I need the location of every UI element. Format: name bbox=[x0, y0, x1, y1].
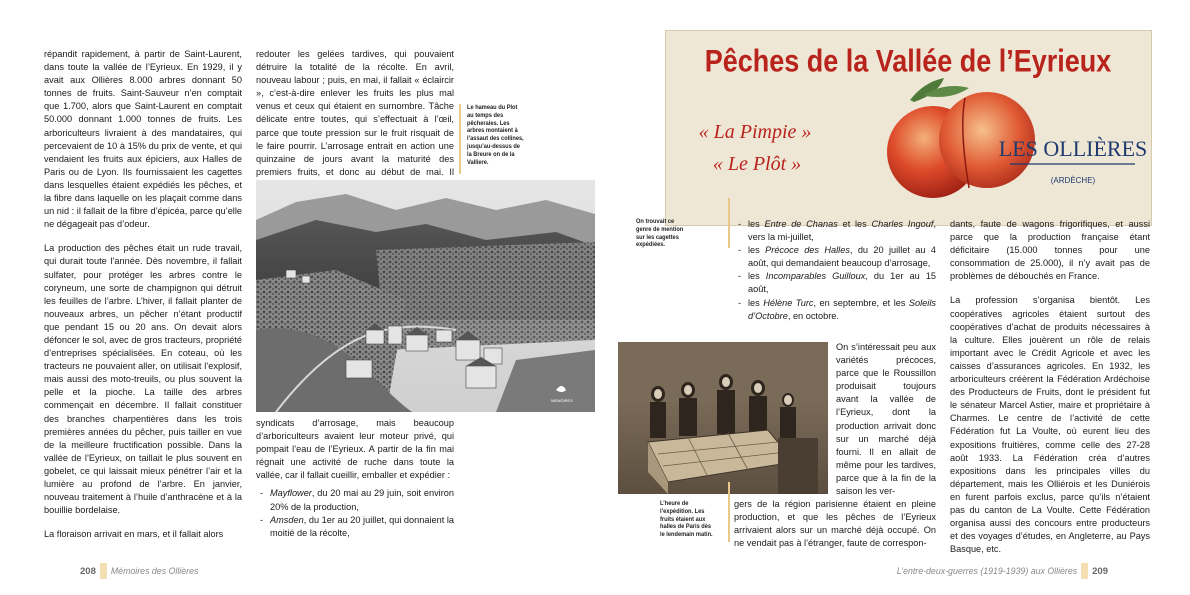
variety-detail: , vers la mi-juillet, bbox=[748, 219, 936, 243]
list-item bbox=[734, 270, 936, 296]
right-column-mid-wide bbox=[734, 498, 936, 550]
caption-label: On trouvait ce genre de mention sur les cagettes expédiées. bbox=[636, 218, 684, 249]
variety-name: Entre de Chanas bbox=[764, 219, 838, 229]
paragraph: La profession s’organisa bientôt. Les coopératives agricoles étaient surtout des coopératives d’achat de produits nécessaires à la culture. Elles jouèrent un rôle de relais important avec le Crédit Agricole et avec les caisses d’assurances agricoles. En 1932, les arboriculteurs créèrent la Fédération Ardéchoise des Producteurs de Fruits, dont le président fut le sénateur Marcel Astier, maire et propriétaire à Charmes. Le centre de l’activité de cette Fédération fut La Voulte, où eurent lieu des expositions fruitières, comme celle des 27-28 août 1933. La Fédération créa d’autres expositions dans les principales villes du département, mais les Olliérois et les Duniérois en furent parfois exclus, parce qu’ils n’étaient pas du canton de La Voulte. Cette Fédération organisa aussi des concours entre producteurs et des voyages d’études, en Angleterre, au Pays Basque, etc. bbox=[950, 295, 1150, 555]
folio-right bbox=[897, 563, 1108, 579]
peach-label-graphic bbox=[665, 30, 1152, 226]
variety-name: Charles Ingouf bbox=[871, 219, 934, 229]
page-number: 208 bbox=[80, 566, 96, 577]
list-prefix: les bbox=[748, 245, 766, 256]
paragraph: syndicats d’arrosage, mais beaucoup d’arboriculteurs avaient leur moteur privé, qui pompait l’eau de l’Eyrieux. A partir de la fin mai régnait une activité de ruche dans toute la vallée, car il fallait cueillir, emballer et expédier : bbox=[256, 418, 454, 481]
list-prefix: les bbox=[748, 271, 766, 282]
right-column-3 bbox=[950, 218, 1150, 567]
paragraph: On s’intéressait peu aux variétés précoces, parce que le Roussillon produisait toujours avant la vallée de l’Eyrieux, dont la production arrivait donc sur un marché déjà fourni. Il en allait de même pour les tardives, parce que à la fin de la saison les ver- bbox=[836, 342, 936, 497]
page-number: 209 bbox=[1092, 566, 1108, 577]
label-variety-2: « Le Plôt » bbox=[712, 153, 802, 175]
folio-bar bbox=[100, 563, 107, 579]
list-item bbox=[256, 514, 454, 540]
paragraph: redouter les gelées tardives, qui pouvaient détruire la totalité de la récolte. En avril, nouveau labour ; puis, en mai, il fallait « éclaircir », c’est-à-dire enlever les fruits les plus mal venus et ceux qui étaient en surnombre. Tâche délicate entre toutes, qui s’effectuait à l’œil, parce que toute pression sur le fruit risquait de le faire pourrir. L’arrosage entrait en action une quinzaine de jours avant la maturité des premiers fruits, et donc au début de mai. Il bbox=[256, 49, 454, 177]
left-column-2-top bbox=[256, 48, 454, 192]
list-item bbox=[734, 297, 936, 323]
variety-list bbox=[256, 487, 454, 539]
left-column-1 bbox=[44, 48, 242, 552]
list-mid: , en septembre, et les bbox=[813, 297, 909, 308]
right-list-column bbox=[734, 218, 936, 323]
left-column-2-bottom bbox=[256, 417, 454, 540]
variety-detail: , du 20 juillet au 4 août, qui demandaient beaucoup d’arrosage, bbox=[748, 245, 936, 269]
family-photo-graphic bbox=[618, 342, 828, 494]
label-place: LES OLLIÈRES bbox=[998, 136, 1148, 161]
village-photo-graphic bbox=[256, 180, 595, 412]
variety-name: Hélène Turc bbox=[763, 297, 814, 308]
paragraph: La production des pêches était un rude travail, qui durait toute l’année. Dès novembre, il fallait sulfater, pour protéger les arbres contre le coryneum, une sorte de champignon qui détruit les feuilles de l’arbre. L’hiver, il fallait planter de nouveaux arbres, un pêcher n’étant productif que pendant 15 ou 20 ans. On devait alors défoncer le sol, avec de gros tracteurs, propriété d’entreprises spécialisées. En coteau, où les tracteurs ne pouvaient aller, on utilisait l’explosif, mais aussi des moto-treuils, ou plus souvent la pelle et la pioche. La taille des arbres commençait en décembre. Il fallait constituer des branches charpentières dans les trois premières années du pêcher, puis tailler en vue de la meilleure fructification possible. Dans la vallée de l’Eyrieux, on taillait le plus souvent en gobelet, ce qui laissait mieux pénétrer l’air et la lumière au profond de l’arbre. En janvier, nouveau traitement à l’huile d’anthracène et à la bouillie bordelaise. bbox=[44, 243, 242, 516]
caption-family: L’heure de l’expédition. Les fruits étaient aux halles de Paris dès le lendemain matin. bbox=[660, 500, 713, 539]
village-photo bbox=[256, 180, 595, 412]
label-title: Pêches de la Vallée de l’Eyrieux bbox=[704, 44, 1112, 79]
list-prefix: les bbox=[748, 219, 765, 229]
folio-bar bbox=[1081, 563, 1088, 579]
list-item bbox=[734, 218, 936, 244]
folio-left bbox=[80, 563, 198, 579]
photo-watermark: MEMOIRES bbox=[551, 398, 573, 403]
family-photo bbox=[618, 342, 828, 494]
variety-detail: , du 20 mai au 29 juin, soit environ 20% de la production, bbox=[270, 488, 454, 512]
caption-village: Le hameau du Plot au temps des pêcheraies. Les arbres montaient à l’assaut des collines, jusqu’au-dessus de la Breure on de la Valliere. bbox=[467, 104, 524, 166]
list-item bbox=[734, 244, 936, 270]
variety-detail: , en octobre. bbox=[787, 310, 839, 321]
paragraph: dants, faute de wagons frigorifiques, et aussi parce que la production française étant déficitaire (15.000 tonnes pour une consommation de 25.000), il n’y avait pas de problèmes de débouchés en France. bbox=[950, 219, 1150, 282]
variety-name: Mayflower bbox=[270, 488, 312, 499]
variety-detail: , du 1er au 15 août, bbox=[748, 271, 936, 295]
paragraph: La floraison arrivait en mars, et il fallait alors bbox=[44, 529, 224, 540]
running-title: Mémoires des Ollières bbox=[110, 566, 199, 576]
list-prefix: les bbox=[748, 297, 764, 308]
label-region: (ARDÈCHE) bbox=[1050, 176, 1096, 185]
caption-divider bbox=[459, 104, 461, 174]
running-title: L’entre-deux-guerres (1919-1939) aux Ollières bbox=[896, 566, 1078, 576]
variety-name: Amsden bbox=[270, 514, 304, 525]
right-column-mid-narrow bbox=[836, 341, 936, 498]
list-mid: et les bbox=[837, 219, 872, 229]
variety-detail: , du 1er au 20 juillet, qui donnaient la moitié de la récolte, bbox=[270, 514, 454, 538]
peach-label-image bbox=[665, 30, 1152, 226]
paragraph: gers de la région parisienne étaient en pleine production, et que les pêches de l’Eyrieux arrivaient alors sur un marché déjà occupé. On ne vendait pas à l’étranger, faute de correspon- bbox=[734, 499, 936, 549]
label-variety-1: « La Pimpie » bbox=[698, 121, 812, 143]
variety-name: Précoce des Halles bbox=[765, 245, 850, 256]
variety-name: Soleils d’Octobre bbox=[748, 297, 936, 321]
caption-divider bbox=[728, 198, 730, 248]
list-item bbox=[256, 487, 454, 513]
variety-list bbox=[734, 218, 936, 323]
variety-name: Incomparables Guilloux bbox=[765, 271, 866, 282]
paragraph: répandit rapidement, à partir de Saint-Laurent, dans toute la vallée de l’Eyrieux. En 1929, il y avait aux Ollières 8.000 arbres donnant 50 tonnes de fruits. Saint-Sauveur n’en comptait que 1.700, alors que Saint-Laurent en comptait 50.000 donnant 1.000 tonnes de fruits. Les arboriculteurs livraient à des mandataires, qui percevaient de 10 à 15% du prix de vente, et qui vendaient les fruits aux épiciers, aux Halles de Paris ou de Lyon. Ils fournissaient les cagettes dans lesquelles étaient expédiés les pêches, et la fibre dans laquelle on les plaçait comme dans un nid : il fallait de la fibre d’épicéa, parce qu’elle ne dégageait pas d’odeur. bbox=[44, 49, 242, 230]
caption-divider bbox=[728, 482, 730, 542]
